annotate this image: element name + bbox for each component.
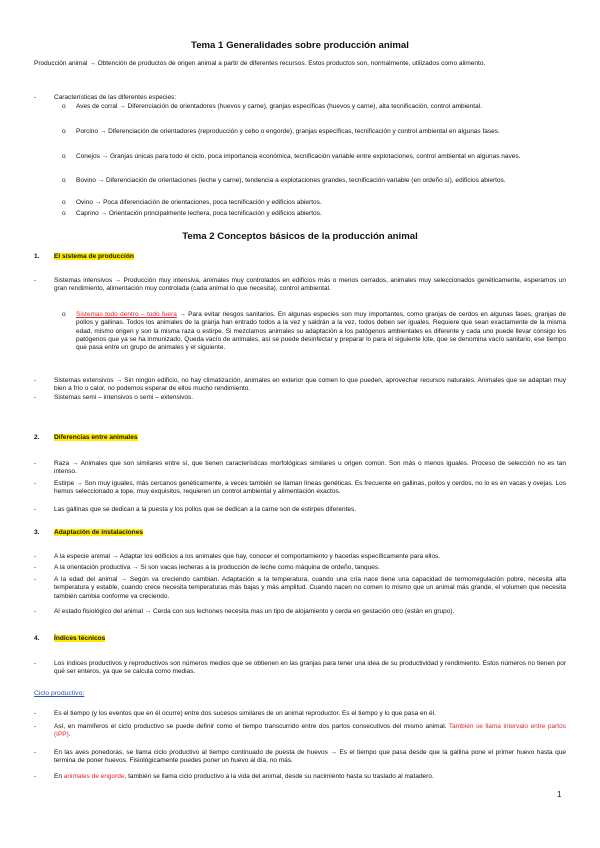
ciclo-heading: Ciclo productivo: (34, 690, 85, 697)
todo-dentro-paragraph: Sistemas todo dentro – todo fuera → Para evitar riesgos sanitarios. En algunas especies son muy importantes, como granjas de cerdos en algunas fases, granjas de pollos y gallinas. Todos los animales de la granja han entrado todos a la vez y saldrán a la vez, todos deben ser iguales. Requiere que sean exactamente de la misma edad, mismo origen y son la misma raza o estirpe. Si mezclamos animales su adaptación a los patógenos ambientales es diferente y cada uno puede llevar consigo los patógenos que ya se ha inmunizado. Queda vacío de animales, así se puede desinfectar y preparar lo para el siguiente lote, que se denomina vacío sanitario, ese tiempo que pasa entre un grupo de animales y el siguiente. (76, 311, 566, 352)
bullet-dash: - (34, 480, 37, 487)
bullet-dash: - (34, 608, 37, 615)
bullet-circle: o (62, 177, 66, 184)
species-item-aves: Aves de corral → Diferenciación de orientadores (huevos y carne), granjas específicas (huevos y carne), alta tecnificación, control ambiental. (76, 103, 482, 110)
semi-paragraph: Sistemas semi – intensivos o semi – extensivos. (54, 394, 194, 401)
orientacion-paragraph: A la orientación productiva → Si son vacas lecheras a la producción de leche como máquina de ordeño, tanques. (54, 564, 380, 571)
bullet-dash: - (34, 277, 37, 284)
bullet-circle: o (62, 199, 66, 206)
species-item-porcino: Porcino → Diferenciación de orientadores (reproducción y cebo o engorde), granjas específicas, tecnificación y control ambiental en algunas fases. (76, 128, 500, 135)
fisiologico-paragraph: Al estado fisiológico del animal → Cerda con sus lechones necesita mas un tipo de alojamiento y cerda en gestación otro (están en grupo). (54, 608, 455, 615)
especie-paragraph: A la especie animal → Adaptar los edificios a los animales que hay, conocer el comportamiento y hacerlas específicamente para ellos. (54, 553, 441, 560)
bullet-dash: - (34, 564, 37, 571)
ciclo-item-4: En animales de engorde, también se llama ciclo productivo a la vida del animal, desde su nacimiento hasta su traslado al matadero. (54, 773, 434, 780)
bullet-dash: - (34, 576, 37, 583)
section-heading-sistema: El sistema de producción (54, 253, 134, 260)
bullet-dash: - (34, 749, 37, 756)
bullet-dash: - (34, 723, 37, 730)
bullet-dash: - (34, 506, 37, 513)
species-heading: Características de las diferentes especies: (54, 94, 177, 101)
section-heading-indices: Índices técnicos (54, 635, 106, 642)
species-item-ovino: Ovino → Poca diferenciación de orientaciones, poca tecnificación y edificios abiertos. (76, 199, 322, 206)
section-heading-diferencias: Diferencias entre animales (54, 434, 138, 441)
raza-paragraph: Raza → Animales que son similares entre sí, que tienen características morfológicas similares u origen común. Son más o menos iguales. Proceso de selección no es tan intenso. (54, 460, 566, 476)
estirpe-paragraph: Estirpe → Son muy iguales, más cercanos genéticamente, a veces también se llaman líneas genéticas. Es frecuente en gallinas, pollos y cerdos, no lo es en vacas y ovejas. Los hemos seleccionado a tope, muy exquisitos, requieren un control ambiental y alimentación exactos. (54, 480, 566, 496)
bullet-dash: - (34, 710, 37, 717)
species-item-conejos: Conejos → Granjas únicas para todo el ciclo, poca importancia económica, tecnificación variable entre explotaciones, control ambiental en algunas naves. (76, 153, 521, 160)
bullet-circle: o (62, 311, 66, 318)
section-heading-adaptacion: Adaptación de instalaciones (54, 529, 144, 536)
bullet-circle: o (62, 153, 66, 160)
intensivos-paragraph: Sistemas intensivos → Producción muy intensiva, animales muy controlados en edificios más o menos cerrados, animales muy seleccionados genéticamente, esperamos un gran rendimiento, alimentación muy controlada (cada animal lo que necesita), control ambiental. (54, 277, 566, 293)
page-number: 1 (557, 790, 562, 799)
species-item-bovino: Bovino → Diferenciación de orientaciones (leche y carne), tendencia a explotaciones grandes, tecnificación variable (en ordeño sí), edificios abiertos. (76, 177, 506, 184)
ciclo-item-1: Es el tiempo (y los eventos que en él ocurre) entre dos sucesos similares de un animal reproductor. Es el tiempo y lo que pasa en él. (54, 710, 436, 717)
tema2-title: Tema 2 Conceptos básicos de la producción animal (182, 231, 418, 242)
ciclo-item-2: Así, en mamíferos el ciclo productivo se puede definir como el tiempo transcurrido entre dos partos consecutivos del mismo animal. También se llama intervalo entre partos (IPP). (54, 723, 566, 739)
extensivos-paragraph: Sistemas extensivos → Sin ningún edificio, no hay climatización, animales en exterior que comen lo que pueden, aprovechar recursos naturales. Animales que se adaptan muy bien a frío o calor, no podemos esperar de ellos mucho rendimiento. (54, 377, 566, 393)
section-number: 3. (34, 529, 40, 536)
gallinas-paragraph: Las gallinas que se dedican a la puesta y los pollos que se dedican a la carne son de estirpes diferentes. (54, 506, 357, 513)
bullet-dash: - (34, 773, 37, 780)
section-number: 2. (34, 434, 40, 441)
bullet-dash: - (34, 377, 37, 384)
bullet-circle: o (62, 210, 66, 217)
bullet-dash: - (34, 460, 37, 467)
species-item-caprino: Caprino → Orientación principalmente lechera, poca tecnificación y edificios abiertos. (76, 210, 322, 217)
bullet-circle: o (62, 103, 66, 110)
bullet-dash: - (34, 660, 37, 667)
bullet-dash: - (34, 394, 37, 401)
indices-paragraph: Los índices productivos y reproductivos son números medios que se obtienen en las granjas para tener una idea de su productividad y rendimiento. Estos números no tienen por qué ser enteros, ya que se calcula como medias. (54, 660, 566, 676)
ciclo-item-3: En las aves ponedoras, se llama ciclo productivo al tiempo continuado de puesta de huevos → Es el tiempo que pasa desde que la gallina pone el primer huevo hasta que termina de poner huevos. Fisiológicamente puedes poner un huevo al día, no más. (54, 749, 566, 765)
section-number: 4. (34, 635, 40, 642)
intro-paragraph: Producción animal → Obtención de productos de origen animal a partir de diferentes recursos. Estos productos son, normalmente, utilizados como alimento. (34, 60, 486, 67)
tema1-title: Tema 1 Generalidades sobre producción animal (191, 40, 409, 51)
bullet-dash: - (34, 94, 37, 101)
edad-paragraph: A la edad del animal → Según va creciendo cambian. Adaptación a la temperatura, cuando una cría nace tiene una capacidad de termorregulación pobre, necesita alta temperatura y estable, cuando crece necesita temperaturas más bajas y más amplitud. Cuando nacen no comen lo mismo que un animal más grande, el volumen que necesita también cambia conforme va creciendo. (54, 576, 566, 600)
bullet-circle: o (62, 128, 66, 135)
bullet-dash: - (34, 553, 37, 560)
section-number: 1. (34, 253, 40, 260)
